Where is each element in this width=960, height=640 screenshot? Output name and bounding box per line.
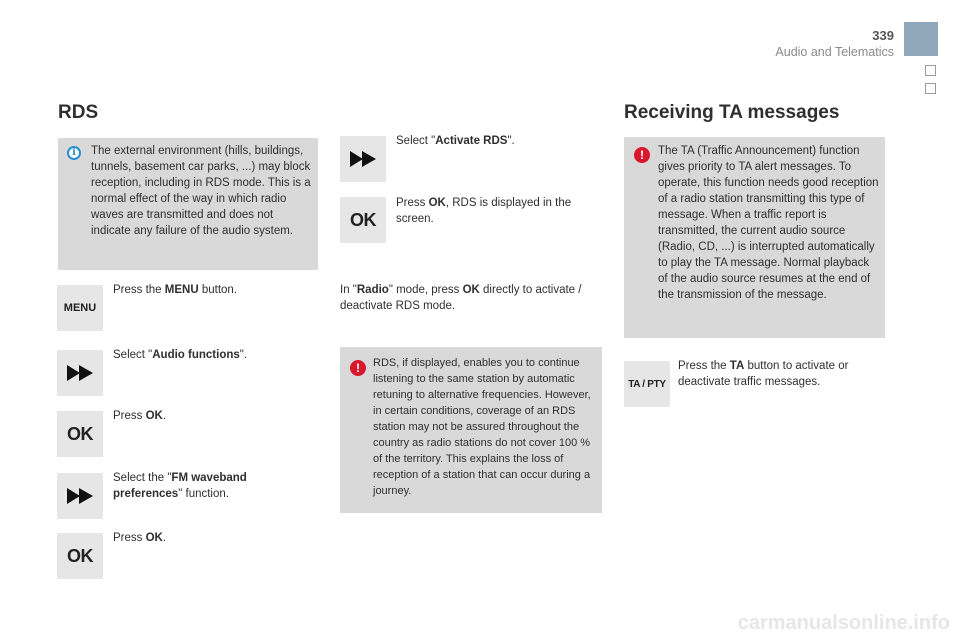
ok-button-icon (57, 411, 103, 457)
ok-button-label: OK (350, 209, 376, 230)
ok-button-label: OK (67, 423, 93, 444)
placeholder-square (925, 83, 936, 94)
menu-button-icon (57, 285, 103, 331)
page-number: 339 (872, 28, 894, 43)
ok-button-icon (340, 197, 386, 243)
info-box (58, 138, 318, 270)
skip-forward-icon (340, 136, 386, 182)
info-icon: i (67, 146, 81, 160)
menu-button-label: MENU (63, 302, 97, 314)
radio-mode-note: In "Radio" mode, press OK directly to activate / deactivate RDS mode. (340, 284, 582, 312)
warning-icon: ! (350, 360, 366, 376)
rds-title: RDS (58, 102, 99, 123)
ta-warning-text: The TA (Traffic Announcement) function gives priority to TA alert messages. To operate, this function needs good reception of a radio station transmitting this type of message. When a traffic report is transmitted, the current audio source (Radio, CD, ...) is interrupted automatically to play the TA message. Normal playback of the audio source resumes at the end of the transmission of the message. (658, 145, 879, 301)
step-text: Press the MENU button. (113, 284, 238, 296)
corner-tab (904, 22, 938, 56)
skip-forward-icon (57, 350, 103, 396)
warning-icon: ! (634, 147, 650, 163)
step-text: Press OK. (113, 410, 167, 422)
step-text: Select "Activate RDS". (396, 135, 515, 147)
section-title: Audio and Telematics (775, 45, 894, 59)
step-text: Press OK, RDS is displayed in the screen. (396, 197, 572, 225)
step-text: Press OK. (113, 532, 167, 544)
warning-box (340, 347, 602, 513)
step-text: Select "Audio functions". (113, 349, 248, 361)
step-text: Select the "FM waveband preferences" function. (113, 472, 247, 500)
info-text: The external environment (hills, buildings, tunnels, basement car parks, ...) may block reception, including in RDS mode. This is a normal effect of the way in which radio waves are transmitted and does not indicate any failure of the audio system. (91, 145, 311, 237)
warning-text: RDS, if displayed, enables you to continue listening to the same station by automatic retuning to alternative frequencies. However, in certain conditions, coverage of an RDS station may not be assured throughout the country as radio stations do not cover 100 % of the territory. This explains the loss of reception of a station that can occur during a journey. (373, 357, 591, 497)
ok-button-label: OK (67, 545, 93, 566)
step-text: Press the TA button to activate or deactivate traffic messages. (678, 360, 849, 388)
watermark: carmanualsonline.info (737, 612, 950, 634)
ta-pty-button-label: TA / PTY (628, 378, 666, 390)
ta-pty-button-icon (624, 361, 670, 407)
skip-forward-icon (57, 473, 103, 519)
ta-warning-box (624, 137, 885, 338)
placeholder-square (925, 65, 936, 76)
ta-title: Receiving TA messages (624, 102, 840, 123)
ok-button-icon (57, 533, 103, 579)
